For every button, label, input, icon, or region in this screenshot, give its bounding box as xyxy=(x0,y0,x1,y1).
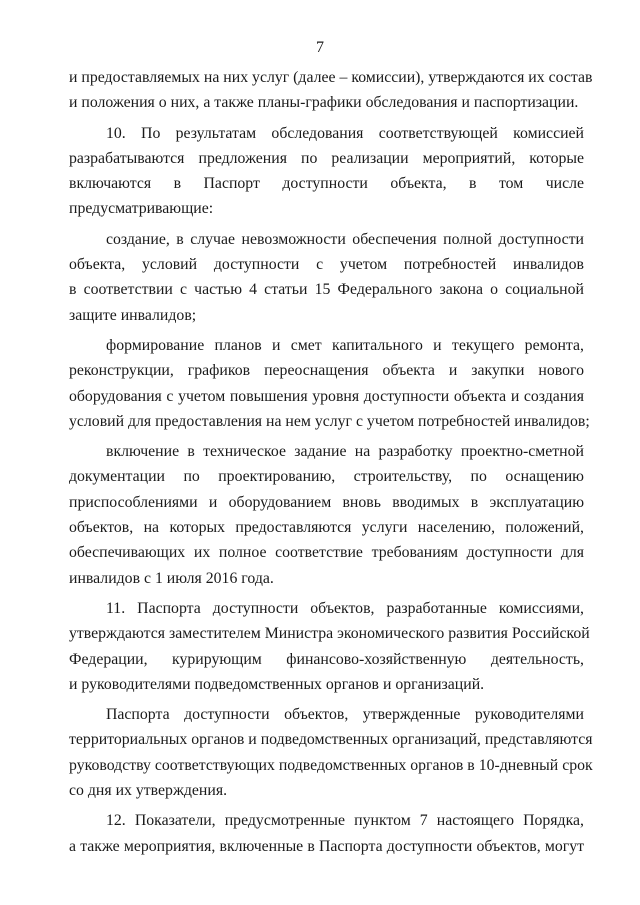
text-line: 12. Показатели, предусмотренные пунктом 7 настоящего Порядка, xyxy=(106,812,584,830)
paragraph-item-10 xyxy=(69,121,584,222)
text-line: 11. Паспорта доступности объектов, разработанные комиссиями, xyxy=(106,599,584,617)
text-line: приспособлениями и оборудованием вновь вводимых в эксплуатацию xyxy=(69,493,584,511)
paragraph-continuation xyxy=(69,65,593,116)
paragraph-item-10-planning xyxy=(69,333,590,434)
text-line: условий для предоставления на нем услуг с учетом потребностей инвалидов; xyxy=(69,412,590,430)
page-number: 7 xyxy=(316,39,324,56)
text-line: объектов, на которых предоставляются услуги населению, положений, xyxy=(69,519,584,537)
text-line: формирование планов и смет капитального и текущего ремонта, xyxy=(106,336,584,354)
text-line: реконструкции, графиков переоснащения объекта и закупки нового xyxy=(69,362,584,380)
text-line: документации по проектированию, строительству, по оснащению xyxy=(69,468,584,486)
text-line: 10. По результатам обследования соответствующей комиссией xyxy=(106,124,584,142)
paragraph-item-12 xyxy=(69,808,584,859)
document-body xyxy=(69,65,593,859)
paragraph-item-10-creation xyxy=(69,227,584,328)
text-line: инвалидов с 1 июля 2016 года. xyxy=(69,569,274,587)
text-line: обеспечивающих их полное соответствие требованиям доступности для xyxy=(69,544,584,562)
text-line: и положения о них, а также планы-графики обследования и паспортизации. xyxy=(69,94,579,112)
text-line: а также мероприятия, включенные в Паспорта доступности объектов, могут xyxy=(69,837,584,855)
paragraph-item-11 xyxy=(69,596,590,697)
text-line: со дня их утверждения. xyxy=(69,782,228,800)
text-line: руководству соответствующих подведомственных органов в 10-дневный срок xyxy=(69,756,593,774)
text-line: предусматривающие: xyxy=(69,200,214,218)
paragraph-item-11-passports xyxy=(69,702,593,803)
paragraph-item-10-technical-task xyxy=(69,439,584,591)
text-line: территориальных органов и подведомственных организаций, представляются xyxy=(69,731,593,749)
text-line: и руководителями подведомственных органов и организаций. xyxy=(69,675,485,693)
text-line: включаются в Паспорт доступности объекта, в том числе xyxy=(69,175,584,193)
text-line: в соответствии с частью 4 статьи 15 Федерального закона о социальной xyxy=(69,281,584,299)
text-line: включение в техническое задание на разработку проектно-сметной xyxy=(106,443,584,461)
text-line: разрабатываются предложения по реализации мероприятий, которые xyxy=(69,149,584,167)
text-line: Паспорта доступности объектов, утвержденные руководителями xyxy=(106,706,584,724)
text-line: и предоставляемых на них услуг (далее – комиссии), утверждаются их состав xyxy=(69,69,593,86)
text-line: объекта, условий доступности с учетом потребностей инвалидов xyxy=(69,256,584,274)
text-line: Федерации, курирующим финансово-хозяйственную деятельность, xyxy=(69,650,584,668)
text-line: утверждаются заместителем Министра экономического развития Российской xyxy=(69,625,590,643)
text-line: оборудования с учетом повышения уровня доступности объекта и создания xyxy=(69,387,584,405)
text-line: создание, в случае невозможности обеспечения полной доступности xyxy=(106,230,584,248)
text-line: защите инвалидов; xyxy=(69,306,197,324)
